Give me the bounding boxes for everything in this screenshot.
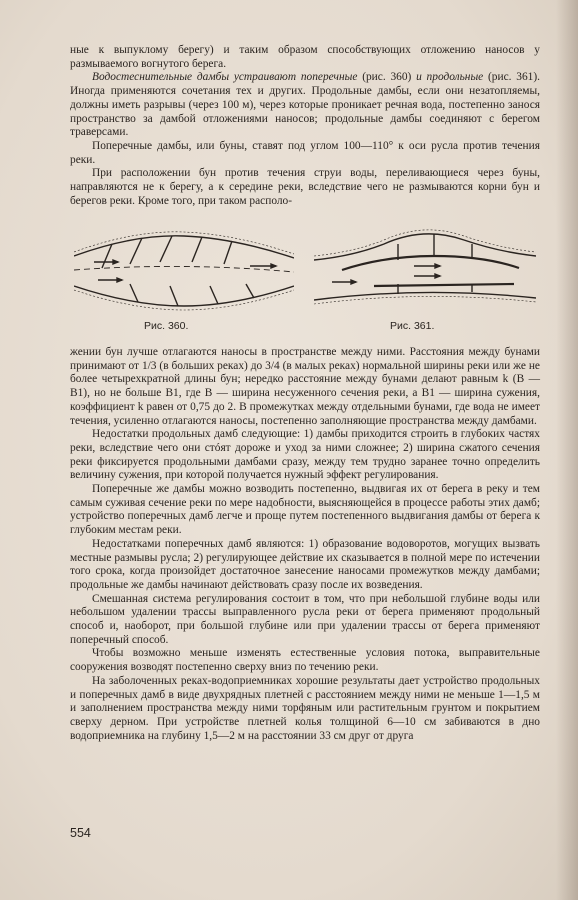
figure-361-diagram — [314, 226, 536, 316]
italic-text: и продольные — [416, 71, 484, 84]
paragraph: На заболоченных реках-водоприемниках хорошие результаты дает устройство продольных и поперечных дамб в виде двухрядных плетней с расстоянием между ними не меньше 1—1,5 м и заполнением пространства между ними торфяным или растительным грунтом и покрытием сверху дерном. При устройстве плетней колья толщиной 6—10 см забиваются в дно водоприемника на глубину 1,5—2 м на расстоянии 33 см друг от друга — [70, 674, 540, 742]
top-text-block — [70, 44, 540, 208]
paragraph: Недостатки продольных дамб следующие: 1) дамбы приходится строить в глубоких частях реки, вследствие чего они стóят дороже и уход за ними сложнее; 2) ширина сжатого сечения реки фиксируется продольными дамбами сразу, между тем трудно заранее точно определить величину сужения, при которой получается нужный эффект регулирования. — [70, 428, 540, 482]
figure-360-caption: Рис. 360. — [144, 320, 189, 332]
paragraph: При расположении бун против течения струи воды, переливающиеся через буны, направляются не к берегу, а к середине реки, вследствие чего не размываются корни бун и берегов реки. Кроме того, при таком располо- — [70, 167, 540, 207]
paragraph: Поперечные дамбы, или буны, ставят под углом 100—110° к оси русла против течения реки. — [70, 139, 540, 166]
page-number: 554 — [70, 826, 91, 840]
paragraph: жении бун лучше отлагаются наносы в пространстве между ними. Расстояния между бунами принимают от 1/3 (в больших реках) до 3/4 (в малых реках) нормальной ширины реки или же не более четырехкратной длины бун; нередко расстояние между бунами делают равным k (B — B1), но не больше B1, где B — ширина несуженного сечения реки, а B1 — ширина сужения, коэффициент k равен от 0,75 до 2. В промежутках между отдельными бунами, где вода не имеет течения, усиленно отлагаются наносы, постепенно заполняющие пространства между дамбами. — [70, 346, 540, 427]
paragraph-italic-lead — [70, 71, 540, 140]
paragraph-continuation: (рис. 361). Иногда применяются сочетания тех и других. Продольные дамбы, если они незатопляемы, должны иметь разрывы (через 100 м), через которые проникает речная вода, постепенно занося пространство за дамбой отложениями наносов; продольные дамбы соединяют с берегом траверсами. — [70, 71, 540, 139]
paragraph: Чтобы возможно меньше изменять естественные условия потока, выправительные сооружения возводят постепенно сверху вниз по течению реки. — [70, 647, 540, 674]
paragraph: Поперечные же дамбы можно возводить постепенно, выдвигая их от берега в реку и тем самым суживая сечение реки по мере надобности, выясняющейся в процессе работы этих дамб; устройство поперечных дамб легче и проще путем постепенного выдвигания дамбы от берега к глубоким местам реки. — [70, 483, 540, 537]
figures-area — [62, 226, 542, 342]
figure-361-caption: Рис. 361. — [390, 320, 435, 332]
figure-ref: (рис. 360) — [362, 71, 412, 84]
italic-text: Водостеснительные дамбы устраивают поперечные — [92, 71, 358, 84]
bottom-text-block — [70, 346, 540, 743]
paragraph: Смешанная система регулирования состоит в том, что при небольшой глубине воды или небольшом удалении трассы выправленного русла реки от берега применяют продольный способ и, наоборот, при большой глубине или при удалении трассы от берега применяют поперечный способ. — [70, 592, 540, 646]
figure-360-diagram — [74, 226, 294, 316]
paragraph: Недостатками поперечных дамб являются: 1) образование водоворотов, могущих вызвать местные размывы русла; 2) регулирующее действие их сказывается в полной мере по истечении того срока, когда произойдет достаточное занесение наносами промежутков между дамбами; продольные же дамбы начинают действовать сразу после их возведения. — [70, 537, 540, 591]
page-edge-shadow — [556, 0, 578, 900]
paragraph: ные к выпуклому берегу) и таким образом способствующих отложению наносов у размываемого вогнутого берега. — [70, 44, 540, 70]
